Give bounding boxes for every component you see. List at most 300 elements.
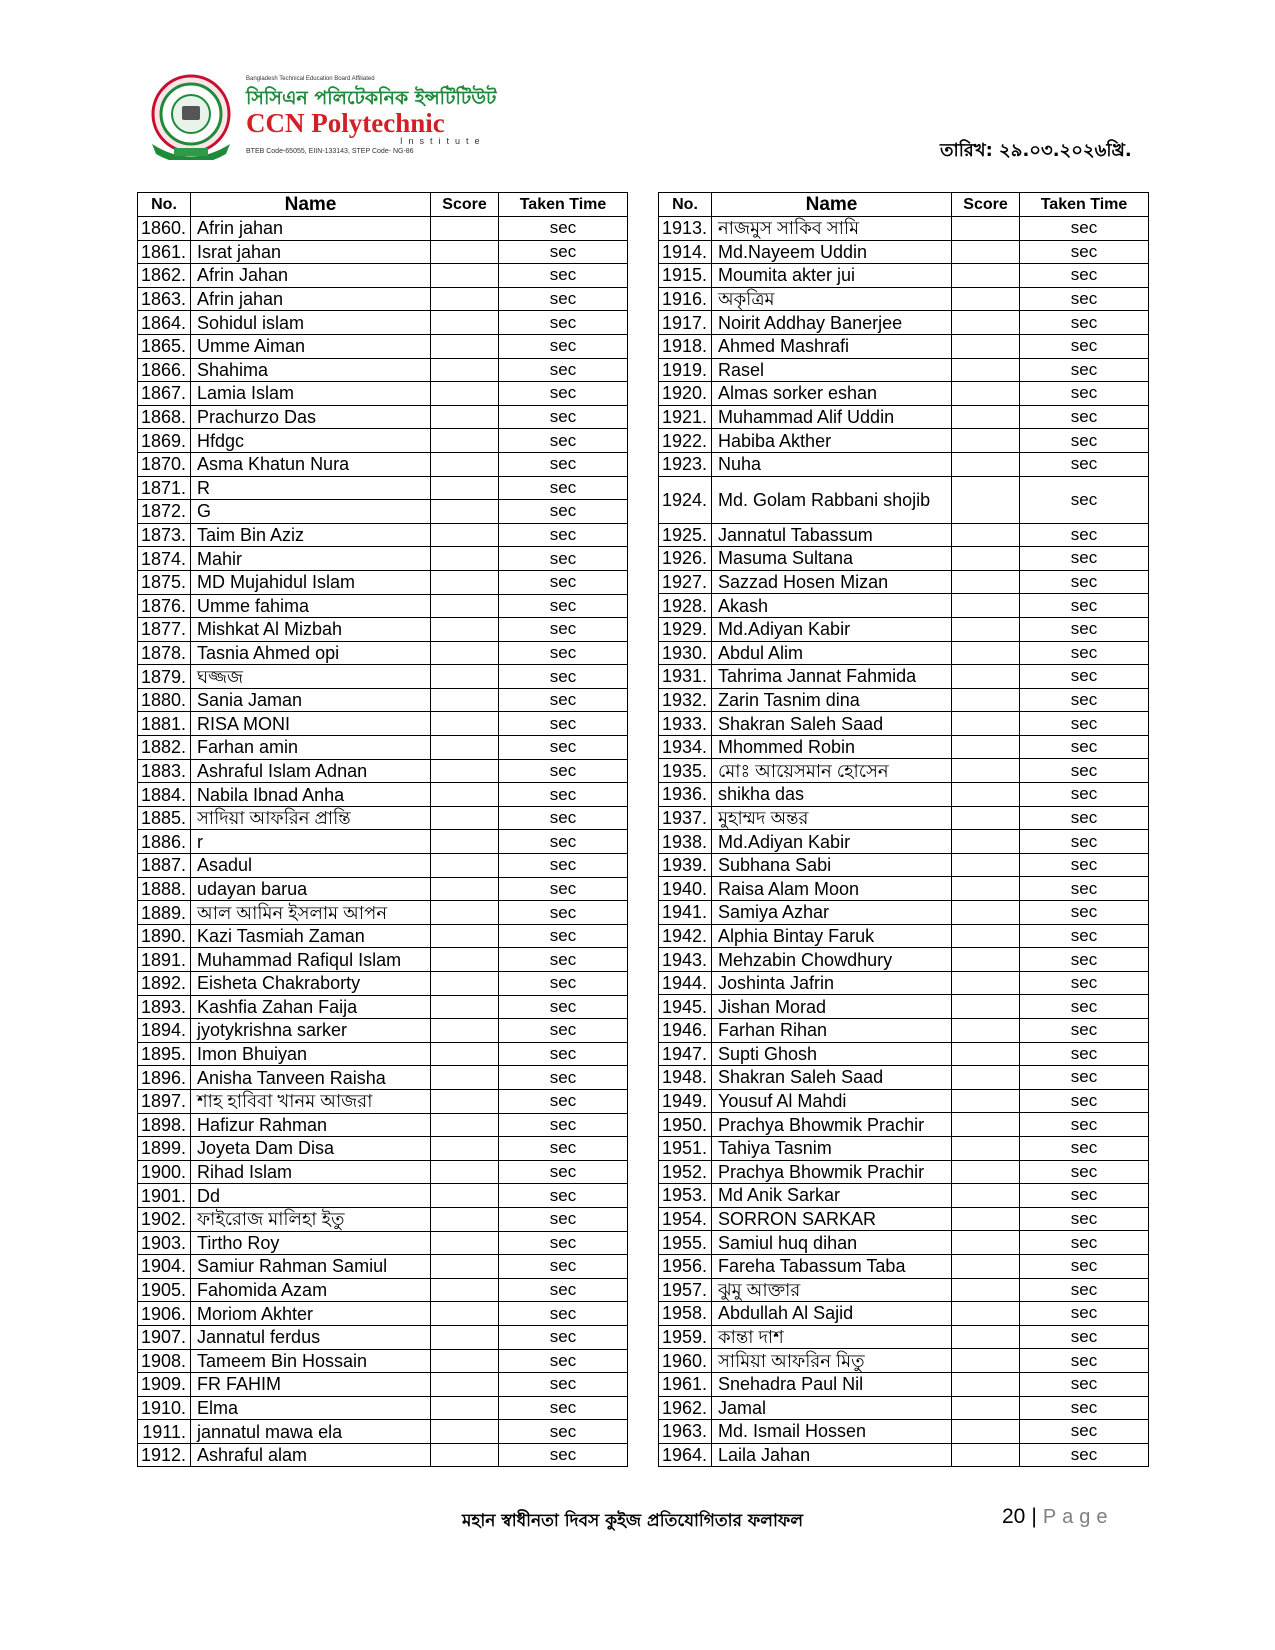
row-name: Tahrima Jannat Fahmida (712, 665, 952, 689)
row-taken-time: sec (1020, 971, 1149, 995)
results-table-left-body (138, 217, 628, 1467)
row-number: 1955. (659, 1231, 712, 1255)
row-score (952, 1396, 1020, 1420)
row-taken-time: sec (1020, 570, 1149, 594)
table-row (659, 358, 1149, 382)
row-score (952, 1278, 1020, 1302)
row-name: Tameem Bin Hossain (191, 1349, 431, 1373)
row-number: 1927. (659, 570, 712, 594)
row-score (431, 1420, 499, 1444)
row-taken-time: sec (499, 452, 628, 476)
row-score (431, 500, 499, 524)
row-score (431, 618, 499, 642)
page-number (1002, 1505, 1114, 1529)
row-taken-time: sec (1020, 901, 1149, 925)
row-taken-time: sec (499, 1207, 628, 1231)
row-name: Tirtho Roy (191, 1231, 431, 1255)
row-number: 1873. (138, 523, 191, 547)
row-score (431, 1231, 499, 1255)
row-name: FR FAHIM (191, 1373, 431, 1397)
row-score (952, 217, 1020, 241)
row-score (431, 1113, 499, 1137)
row-number: 1914. (659, 240, 712, 264)
row-number: 1887. (138, 854, 191, 878)
row-name: Prachurzo Das (191, 405, 431, 429)
row-taken-time: sec (499, 240, 628, 264)
table-row (138, 240, 628, 264)
logo-codes: BTEB Code-65055, EIIN-133143, STEP Code- NG-86 (246, 148, 414, 155)
column-header-score: Score (431, 193, 499, 217)
row-score (431, 1278, 499, 1302)
row-number: 1954. (659, 1207, 712, 1231)
table-row (659, 1349, 1149, 1373)
row-taken-time: sec (1020, 759, 1149, 783)
row-name: Muhammad Rafiqul Islam (191, 948, 431, 972)
table-row (659, 405, 1149, 429)
row-number: 1870. (138, 452, 191, 476)
table-row (659, 617, 1149, 641)
row-number: 1932. (659, 688, 712, 712)
row-taken-time: sec (1020, 641, 1149, 665)
row-score (952, 452, 1020, 476)
row-number: 1953. (659, 1184, 712, 1208)
table-row (659, 712, 1149, 736)
table-row (659, 217, 1149, 241)
row-score (952, 901, 1020, 925)
row-taken-time: sec (499, 264, 628, 288)
row-name: Afrin jahan (191, 287, 431, 311)
page-separator: | (1031, 1505, 1037, 1528)
row-name: Rihad Islam (191, 1160, 431, 1184)
table-row (138, 405, 628, 429)
row-score (431, 405, 499, 429)
row-score (431, 1302, 499, 1326)
institute-logo (148, 72, 497, 162)
row-name: Fareha Tabassum Taba (712, 1254, 952, 1278)
results-table-left (137, 192, 628, 1467)
row-number: 1962. (659, 1396, 712, 1420)
table-row (138, 1113, 628, 1137)
row-number: 1896. (138, 1066, 191, 1090)
row-taken-time: sec (1020, 1302, 1149, 1326)
row-name: Nuha (712, 452, 952, 476)
table-row (659, 1089, 1149, 1113)
row-taken-time: sec (1020, 1136, 1149, 1160)
row-number: 1956. (659, 1254, 712, 1278)
row-score (431, 830, 499, 854)
row-score (431, 641, 499, 665)
table-row (659, 452, 1149, 476)
row-name: Supti Ghosh (712, 1042, 952, 1066)
row-name: Md. Ismail Hossen (712, 1420, 952, 1444)
row-score (952, 1019, 1020, 1043)
row-number: 1931. (659, 665, 712, 689)
row-score (952, 948, 1020, 972)
row-number: 1903. (138, 1231, 191, 1255)
row-taken-time: sec (1020, 1042, 1149, 1066)
table-row (138, 287, 628, 311)
row-number: 1952. (659, 1160, 712, 1184)
row-score (952, 995, 1020, 1019)
table-row (138, 924, 628, 948)
row-taken-time: sec (1020, 877, 1149, 901)
row-taken-time: sec (1020, 1396, 1149, 1420)
row-taken-time: sec (499, 1278, 628, 1302)
row-number: 1920. (659, 382, 712, 406)
table-row (659, 1066, 1149, 1090)
row-name: Shakran Saleh Saad (712, 712, 952, 736)
page-label: Page (1042, 1506, 1114, 1528)
row-name: Umme Aiman (191, 334, 431, 358)
row-taken-time: sec (499, 523, 628, 547)
row-name: Farhan Rihan (712, 1019, 952, 1043)
row-taken-time: sec (499, 500, 628, 524)
table-row (138, 1184, 628, 1208)
row-number: 1942. (659, 924, 712, 948)
row-name: udayan barua (191, 877, 431, 901)
row-name: Ashraful Islam Adnan (191, 759, 431, 783)
row-name: Subhana Sabi (712, 853, 952, 877)
row-name: Joshinta Jafrin (712, 971, 952, 995)
row-taken-time: sec (1020, 264, 1149, 288)
row-number: 1869. (138, 429, 191, 453)
row-name: jannatul mawa ela (191, 1420, 431, 1444)
table-row (138, 877, 628, 901)
row-score (431, 1184, 499, 1208)
row-name: Snehadra Paul Nil (712, 1372, 952, 1396)
row-score (952, 877, 1020, 901)
row-number: 1876. (138, 594, 191, 618)
row-number: 1881. (138, 712, 191, 736)
results-table-right (658, 192, 1149, 1467)
row-taken-time: sec (1020, 240, 1149, 264)
row-score (431, 1443, 499, 1467)
table-row (659, 1443, 1149, 1467)
row-score (952, 1254, 1020, 1278)
table-row (659, 759, 1149, 783)
row-score (431, 523, 499, 547)
row-score (952, 1325, 1020, 1349)
row-number: 1892. (138, 972, 191, 996)
table-row (138, 1396, 628, 1420)
row-score (431, 1089, 499, 1113)
row-taken-time: sec (1020, 1349, 1149, 1373)
row-score (952, 830, 1020, 854)
row-name: Afrin Jahan (191, 264, 431, 288)
row-score (952, 264, 1020, 288)
row-name: Yousuf Al Mahdi (712, 1089, 952, 1113)
table-row (138, 759, 628, 783)
column-header-time: Taken Time (1020, 193, 1149, 217)
row-score (431, 358, 499, 382)
row-score (431, 1396, 499, 1420)
table-row (138, 429, 628, 453)
column-header-score: Score (952, 193, 1020, 217)
row-name: Mahir (191, 547, 431, 571)
table-row (138, 1019, 628, 1043)
row-number: 1868. (138, 405, 191, 429)
row-taken-time: sec (499, 759, 628, 783)
row-taken-time: sec (499, 311, 628, 335)
row-name: Taim Bin Aziz (191, 523, 431, 547)
row-number: 1924. (659, 476, 712, 523)
row-taken-time: sec (499, 1396, 628, 1420)
row-taken-time: sec (1020, 452, 1149, 476)
table-row (659, 1019, 1149, 1043)
row-number: 1948. (659, 1066, 712, 1090)
row-score (952, 783, 1020, 807)
row-name: Tasnia Ahmed opi (191, 641, 431, 665)
row-taken-time: sec (499, 334, 628, 358)
row-number: 1929. (659, 617, 712, 641)
row-name: Samiur Rahman Samiul (191, 1255, 431, 1279)
row-number: 1926. (659, 547, 712, 571)
row-number: 1928. (659, 594, 712, 618)
row-name: Jannatul ferdus (191, 1325, 431, 1349)
row-number: 1960. (659, 1349, 712, 1373)
row-score (952, 665, 1020, 689)
row-taken-time: sec (499, 1255, 628, 1279)
row-number: 1906. (138, 1302, 191, 1326)
row-score (431, 1019, 499, 1043)
row-score (431, 1137, 499, 1161)
table-row (138, 547, 628, 571)
row-name: ঝুমু আক্তার (712, 1278, 952, 1302)
row-taken-time: sec (1020, 523, 1149, 547)
table-row (138, 358, 628, 382)
column-header-name: Name (712, 193, 952, 217)
table-row (138, 1207, 628, 1231)
row-score (952, 1184, 1020, 1208)
row-name: Prachya Bhowmik Prachir (712, 1113, 952, 1137)
row-number: 1963. (659, 1420, 712, 1444)
row-name: Tahiya Tasnim (712, 1136, 952, 1160)
table-row (659, 594, 1149, 618)
row-taken-time: sec (1020, 712, 1149, 736)
table-row (659, 547, 1149, 571)
table-row (659, 1207, 1149, 1231)
row-score (952, 334, 1020, 358)
row-number: 1879. (138, 665, 191, 689)
table-row (138, 736, 628, 760)
table-row (138, 1302, 628, 1326)
row-score (431, 287, 499, 311)
table-row (138, 995, 628, 1019)
row-name: Moriom Akhter (191, 1302, 431, 1326)
table-row (138, 1231, 628, 1255)
table-row (138, 217, 628, 241)
row-taken-time: sec (1020, 1113, 1149, 1137)
row-name: অকৃত্রিম (712, 287, 952, 311)
row-taken-time: sec (1020, 830, 1149, 854)
row-taken-time: sec (499, 1089, 628, 1113)
row-number: 1880. (138, 688, 191, 712)
row-score (952, 547, 1020, 571)
row-score (952, 405, 1020, 429)
row-score (952, 1420, 1020, 1444)
row-name: Masuma Sultana (712, 547, 952, 571)
row-score (431, 972, 499, 996)
row-score (431, 854, 499, 878)
row-score (952, 429, 1020, 453)
row-number: 1925. (659, 523, 712, 547)
row-number: 1894. (138, 1019, 191, 1043)
row-score (952, 735, 1020, 759)
row-name: Akash (712, 594, 952, 618)
row-name: Sohidul islam (191, 311, 431, 335)
row-score (952, 1089, 1020, 1113)
row-name: Md. Golam Rabbani shojib (712, 476, 952, 523)
row-name: Samiya Azhar (712, 901, 952, 925)
row-number: 1957. (659, 1278, 712, 1302)
row-name: Abdul Alim (712, 641, 952, 665)
row-number: 1901. (138, 1184, 191, 1208)
row-taken-time: sec (499, 1113, 628, 1137)
row-taken-time: sec (1020, 688, 1149, 712)
table-row (138, 1160, 628, 1184)
row-number: 1916. (659, 287, 712, 311)
row-name: Lamia Islam (191, 382, 431, 406)
row-name: Elma (191, 1396, 431, 1420)
row-name: Zarin Tasnim dina (712, 688, 952, 712)
row-taken-time: sec (499, 995, 628, 1019)
row-number: 1951. (659, 1136, 712, 1160)
row-score (431, 429, 499, 453)
row-number: 1893. (138, 995, 191, 1019)
row-taken-time: sec (1020, 547, 1149, 571)
row-score (431, 995, 499, 1019)
table-row (138, 1420, 628, 1444)
table-row (659, 877, 1149, 901)
row-score (431, 688, 499, 712)
table-row (138, 1089, 628, 1113)
row-score (431, 264, 499, 288)
row-name: Md Anik Sarkar (712, 1184, 952, 1208)
row-taken-time: sec (1020, 405, 1149, 429)
table-row (659, 688, 1149, 712)
row-name: আল আমিন ইসলাম আপন (191, 901, 431, 925)
row-number: 1921. (659, 405, 712, 429)
row-name: Asma Khatun Nura (191, 452, 431, 476)
row-number: 1940. (659, 877, 712, 901)
row-taken-time: sec (1020, 1066, 1149, 1090)
row-score (431, 311, 499, 335)
logo-name-sub: Institute (400, 136, 486, 146)
row-name: Samiul huq dihan (712, 1231, 952, 1255)
table-row (659, 570, 1149, 594)
row-name: শাহ হাবিবা খানম আজরা (191, 1089, 431, 1113)
row-score (952, 311, 1020, 335)
row-name: r (191, 830, 431, 854)
table-row (659, 1136, 1149, 1160)
table-row (659, 924, 1149, 948)
row-name: SORRON SARKAR (712, 1207, 952, 1231)
row-score (431, 665, 499, 689)
row-name: Fahomida Azam (191, 1278, 431, 1302)
row-taken-time: sec (499, 382, 628, 406)
row-taken-time: sec (1020, 1160, 1149, 1184)
row-taken-time: sec (499, 287, 628, 311)
row-number: 1934. (659, 735, 712, 759)
row-score (952, 924, 1020, 948)
table-row (138, 1137, 628, 1161)
row-taken-time: sec (499, 476, 628, 500)
row-name: Sania Jaman (191, 688, 431, 712)
row-taken-time: sec (1020, 1089, 1149, 1113)
row-taken-time: sec (1020, 948, 1149, 972)
row-number: 1939. (659, 853, 712, 877)
table-row (659, 240, 1149, 264)
row-taken-time: sec (1020, 1443, 1149, 1467)
row-name: Almas sorker eshan (712, 382, 952, 406)
row-number: 1897. (138, 1089, 191, 1113)
row-taken-time: sec (1020, 995, 1149, 1019)
row-taken-time: sec (1020, 311, 1149, 335)
row-taken-time: sec (499, 830, 628, 854)
footer-title: মহান স্বাধীনতা দিবস কুইজ প্রতিযোগিতার ফলাফল (462, 1511, 803, 1531)
table-row (659, 1254, 1149, 1278)
row-number: 1877. (138, 618, 191, 642)
row-name: Hfdgc (191, 429, 431, 453)
row-taken-time: sec (1020, 853, 1149, 877)
row-score (952, 358, 1020, 382)
row-score (431, 806, 499, 830)
row-number: 1958. (659, 1302, 712, 1326)
row-score (431, 712, 499, 736)
table-row (659, 1278, 1149, 1302)
row-number: 1908. (138, 1349, 191, 1373)
row-number: 1905. (138, 1278, 191, 1302)
row-number: 1923. (659, 452, 712, 476)
table-row (659, 1113, 1149, 1137)
row-name: Kazi Tasmiah Zaman (191, 924, 431, 948)
row-name: Md.Adiyan Kabir (712, 617, 952, 641)
logo-name-english: CCN Polytechnic (246, 108, 445, 138)
row-score (431, 759, 499, 783)
row-name: Prachya Bhowmik Prachir (712, 1160, 952, 1184)
row-name: Mhommed Robin (712, 735, 952, 759)
row-name: Mishkat Al Mizbah (191, 618, 431, 642)
table-row (659, 476, 1149, 523)
row-number: 1919. (659, 358, 712, 382)
row-name: Muhammad Alif Uddin (712, 405, 952, 429)
row-name: Sazzad Hosen Mizan (712, 570, 952, 594)
table-row (659, 287, 1149, 311)
row-taken-time: sec (499, 1373, 628, 1397)
row-number: 1933. (659, 712, 712, 736)
row-score (952, 806, 1020, 830)
row-score (952, 594, 1020, 618)
table-row (138, 618, 628, 642)
row-number: 1936. (659, 783, 712, 807)
row-taken-time: sec (499, 1042, 628, 1066)
row-taken-time: sec (1020, 735, 1149, 759)
row-taken-time: sec (499, 429, 628, 453)
row-number: 1947. (659, 1042, 712, 1066)
row-taken-time: sec (1020, 1420, 1149, 1444)
row-taken-time: sec (499, 736, 628, 760)
row-name: Noirit Addhay Banerjee (712, 311, 952, 335)
table-row (138, 806, 628, 830)
row-taken-time: sec (499, 1019, 628, 1043)
table-row (659, 382, 1149, 406)
table-row (138, 570, 628, 594)
row-score (431, 1373, 499, 1397)
row-score (431, 452, 499, 476)
row-taken-time: sec (1020, 617, 1149, 641)
row-taken-time: sec (499, 547, 628, 571)
row-number: 1865. (138, 334, 191, 358)
